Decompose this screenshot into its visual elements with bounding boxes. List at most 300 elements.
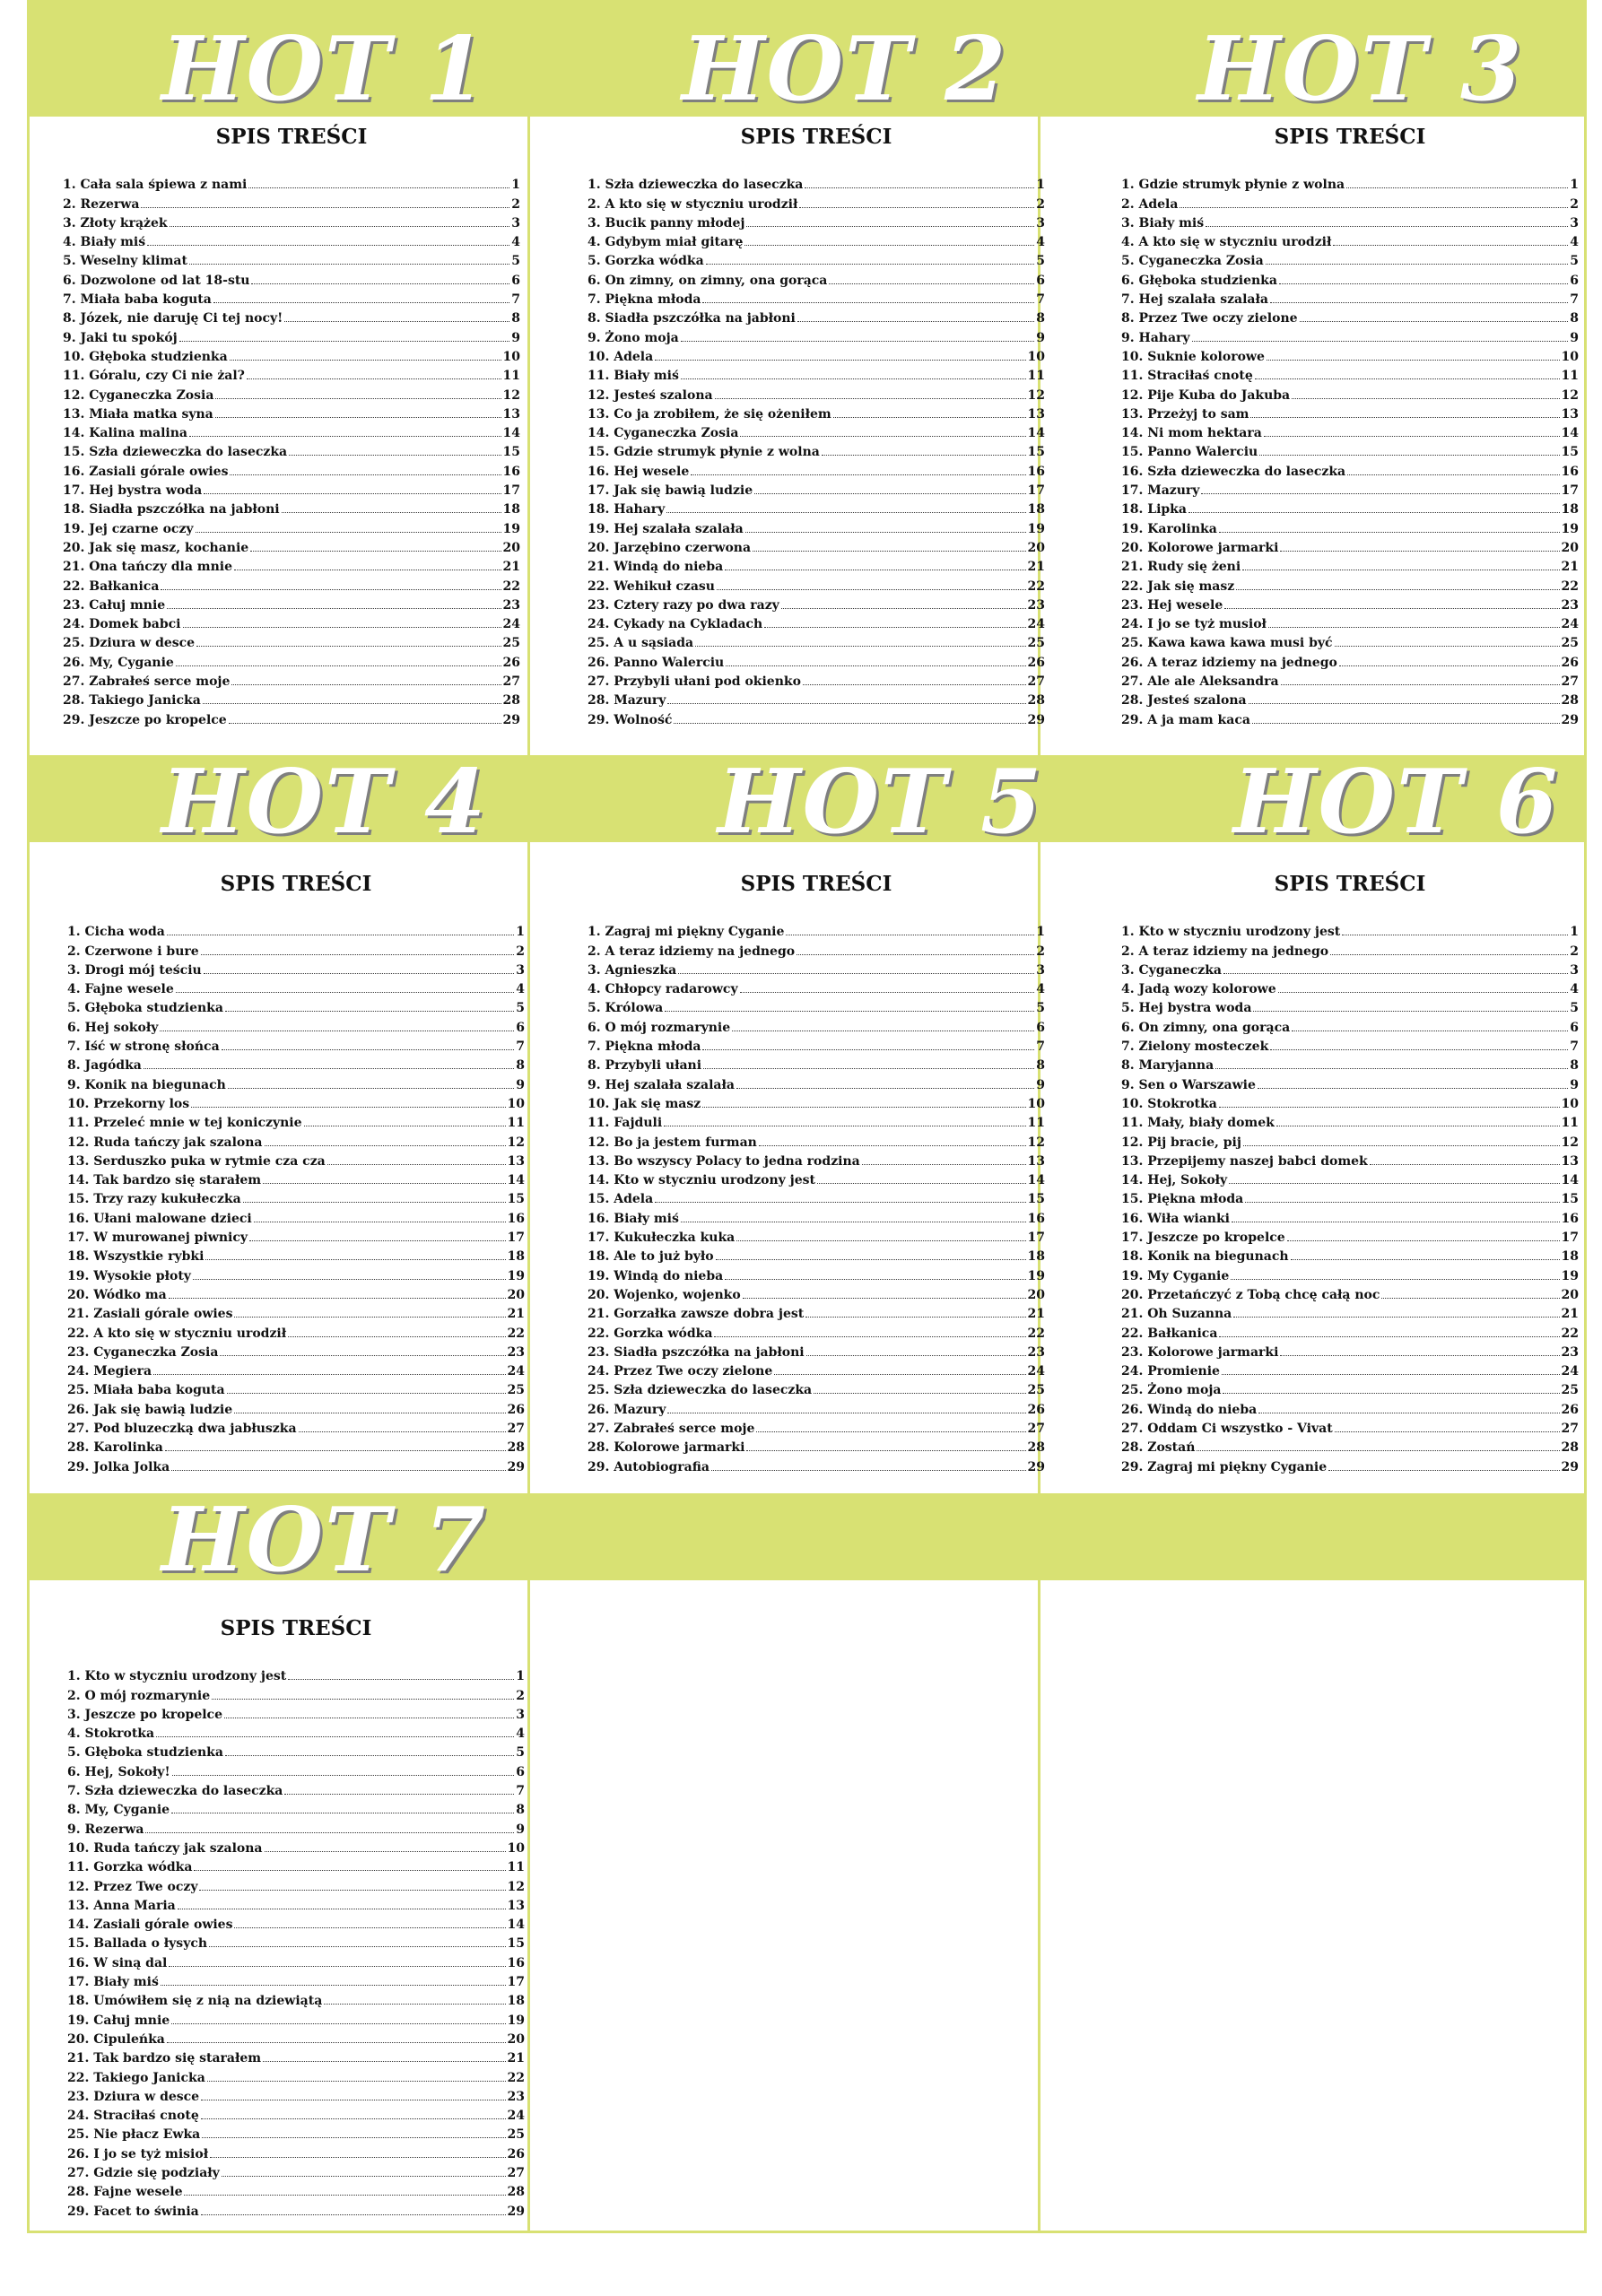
toc-entry-page: 20: [507, 1287, 525, 1302]
toc-entry: [63, 555, 520, 574]
toc-leader-dots: [196, 646, 501, 647]
toc-entry-title: 29. A ja mam kaca: [1121, 712, 1250, 727]
toc-entry: [588, 920, 1045, 939]
toc-leader-dots: [189, 264, 509, 265]
toc-entry-title: 13. Co ja zrobiłem, że się ożeniłem: [588, 406, 831, 422]
toc-leader-dots: [1259, 455, 1559, 456]
toc-entry-title: 15. Panno Walerciu: [1121, 445, 1258, 460]
toc-entry-title: 14. Zasiali górale owies: [67, 1918, 233, 1933]
toc-entry-page: 24: [502, 617, 520, 632]
toc-entry-page: 26: [1561, 1402, 1579, 1417]
toc-leader-dots: [201, 2214, 506, 2215]
toc-leader-dots: [215, 417, 501, 418]
toc-entry: [588, 1150, 1045, 1169]
toc-entry-page: 9: [1570, 330, 1579, 345]
toc-leader-dots: [243, 1202, 506, 1203]
toc-entry-title: 9. Hahary: [1121, 330, 1190, 345]
toc-entry-title: 2. Rezerwa: [63, 196, 140, 212]
toc-entry: [63, 708, 520, 726]
toc-entry-title: 24. Promienie: [1121, 1364, 1220, 1379]
toc-entry-page: 10: [1027, 1096, 1045, 1111]
toc-entry: [63, 631, 520, 650]
toc-entry-page: 25: [1561, 1383, 1579, 1398]
toc-leader-dots: [1292, 398, 1559, 399]
toc-entry: [67, 1226, 525, 1245]
toc-leader-dots: [1192, 341, 1569, 342]
toc-leader-dots: [225, 1755, 514, 1756]
toc-entry-page: 29: [1027, 1459, 1045, 1474]
toc-entry-page: 24: [1027, 1364, 1045, 1379]
toc-entry: [67, 2047, 525, 2066]
toc-entry: [588, 1054, 1045, 1073]
toc-entry-title: 28. Mazury: [588, 693, 666, 709]
toc-leader-dots: [1381, 1298, 1559, 1299]
toc-entry-title: 11. Góralu, czy Ci nie żal?: [63, 369, 245, 384]
toc-entry-title: 9. Jaki tu spokój: [63, 330, 178, 345]
toc-entry-page: 9: [1570, 1077, 1579, 1092]
toc-entry-title: 9. Konik na biegunach: [67, 1077, 226, 1092]
toc-entry-page: 17: [507, 1975, 525, 1990]
toc-entry-title: 14. Cyganeczka Zosia: [588, 426, 739, 441]
toc-entry-page: 3: [1036, 215, 1045, 230]
toc-leader-dots: [725, 1279, 1025, 1280]
toc-entry: [1121, 498, 1579, 517]
toc-leader-dots: [141, 207, 509, 208]
toc-entry: [1121, 689, 1579, 708]
toc-leader-dots: [172, 1775, 515, 1776]
toc-entry-title: 10. Ruda tańczy jak szalona: [67, 1840, 263, 1856]
toc-entry-title: 13. Bo wszyscy Polacy to jedna rodzina: [588, 1153, 860, 1169]
toc-entry-page: 4: [1570, 982, 1579, 997]
toc-entry-title: 12. Pij bracie, pij: [1121, 1135, 1241, 1150]
toc-entry-page: 28: [507, 1440, 525, 1456]
toc-entry: [63, 650, 520, 669]
toc-entry-page: 19: [1561, 521, 1579, 536]
toc-entry-page: 21: [507, 2051, 525, 2066]
toc-leader-dots: [183, 627, 501, 628]
toc-entry: [588, 1130, 1045, 1149]
toc-leader-dots: [702, 1107, 1025, 1108]
toc-entry-title: 14. Kalina malina: [63, 426, 188, 441]
toc-entry-title: 12. Jesteś szalona: [588, 387, 713, 403]
toc-leader-dots: [806, 1355, 1026, 1356]
toc-entry-title: 5. Głęboka studzienka: [67, 1001, 223, 1016]
toc-entry-page: 3: [1036, 962, 1045, 978]
toc-entry-page: 18: [1561, 502, 1579, 517]
toc-leader-dots: [1266, 264, 1569, 265]
toc-entry-page: 26: [507, 2146, 525, 2161]
toc-entry-page: 12: [1027, 387, 1045, 403]
toc-entry-title: 18. Siadła pszczółka na jabłoni: [63, 502, 280, 517]
toc-leader-dots: [145, 1832, 514, 1833]
toc-leader-dots: [202, 2137, 505, 2138]
toc-entry-title: 8. Siadła pszczółka na jabłoni: [588, 311, 796, 326]
toc-entry: [588, 364, 1045, 383]
toc-entry: [588, 536, 1045, 555]
toc-entry-page: 16: [1561, 464, 1579, 479]
toc-entry: [588, 288, 1045, 307]
toc-entry-page: 17: [1561, 1231, 1579, 1246]
toc-entry-title: 23. Cztery razy po dwa razy: [588, 597, 779, 613]
toc-entry: [1121, 996, 1579, 1015]
toc-entry-page: 22: [1561, 1326, 1579, 1341]
toc-entry: [588, 959, 1045, 978]
section-title-hot-2: HOT 2: [682, 18, 1008, 121]
toc-leader-dots: [161, 1985, 506, 1986]
toc-leader-dots: [1231, 1279, 1559, 1280]
toc-entry-page: 22: [1561, 578, 1579, 594]
toc-entry-title: 8. Jagódka: [67, 1058, 142, 1074]
toc-entry: [1121, 326, 1579, 344]
toc-entry-page: 25: [1561, 636, 1579, 651]
toc-entry-title: 29. Facet to świnia: [67, 2204, 199, 2219]
toc-entry-page: 14: [1027, 1173, 1045, 1188]
toc-entry-page: 23: [502, 597, 520, 613]
toc-entry-page: 9: [511, 330, 520, 345]
toc-entry-page: 16: [507, 1955, 525, 1970]
toc-entry-title: 20. Cipuleńka: [67, 2031, 165, 2047]
toc-list: [588, 173, 1045, 727]
toc-leader-dots: [171, 2023, 505, 2024]
toc-entry-title: 24. Cykady na Cykladach: [588, 617, 763, 632]
toc-heading: SPIS TREŚCI: [1274, 872, 1426, 896]
toc-entry-page: 23: [507, 2089, 525, 2104]
toc-entry-page: 8: [1570, 1058, 1579, 1074]
toc-leader-dots: [282, 512, 501, 513]
toc-entry-page: 11: [1561, 1116, 1579, 1131]
toc-entry: [67, 1378, 525, 1397]
toc-leader-dots: [179, 341, 510, 342]
toc-leader-dots: [746, 1450, 1025, 1451]
toc-entry: [63, 230, 520, 249]
grid-line-right: [1584, 0, 1587, 2233]
toc-entry-page: 20: [502, 540, 520, 555]
toc-leader-dots: [774, 1374, 1025, 1375]
toc-entry-title: 10. Stokrotka: [1121, 1096, 1217, 1111]
toc-entry-page: 13: [507, 1153, 525, 1169]
toc-leader-dots: [144, 1068, 514, 1069]
toc-entry-title: 27. Zabrałeś serce moje: [63, 674, 231, 690]
toc-entry-title: 18. Ale to już było: [588, 1249, 714, 1265]
toc-leader-dots: [222, 2176, 506, 2177]
toc-leader-dots: [265, 1145, 506, 1146]
toc-entry-title: 10. Suknie kolorowe: [1121, 349, 1265, 364]
toc-entry: [588, 631, 1045, 650]
toc-leader-dots: [165, 1450, 506, 1451]
toc-entry-page: 11: [507, 1116, 525, 1131]
toc-leader-dots: [220, 1355, 505, 1356]
toc-entry: [588, 173, 1045, 192]
toc-entry-page: 6: [516, 1020, 525, 1035]
toc-entry-title: 25. Nie płacz Ewka: [67, 2127, 201, 2143]
toc-entry: [1121, 920, 1579, 939]
toc-entry-page: 21: [502, 560, 520, 575]
toc-leader-dots: [1281, 684, 1560, 685]
toc-leader-dots: [265, 1851, 506, 1852]
toc-entry: [63, 440, 520, 459]
toc-section-hot-1: [63, 121, 520, 727]
toc-entry-page: 2: [1570, 944, 1579, 959]
toc-entry: [1121, 173, 1579, 192]
toc-entry: [1121, 1321, 1579, 1340]
toc-entry: [588, 1206, 1045, 1225]
toc-leader-dots: [799, 207, 1034, 208]
toc-entry-page: 6: [516, 1764, 525, 1779]
toc-entry: [1121, 939, 1579, 958]
toc-entry-page: 14: [1561, 1173, 1579, 1188]
toc-leader-dots: [1223, 973, 1568, 974]
toc-entry: [67, 2066, 525, 2084]
toc-entry-page: 19: [502, 521, 520, 536]
toc-entry-page: 7: [1570, 1039, 1579, 1055]
toc-leader-dots: [829, 283, 1034, 284]
toc-entry-page: 19: [1561, 1268, 1579, 1283]
toc-leader-dots: [1279, 283, 1568, 284]
toc-entry-page: 20: [1027, 540, 1045, 555]
toc-list: [588, 920, 1045, 1474]
toc-entry-page: 12: [1561, 1135, 1579, 1150]
toc-entry-title: 5. Hej bystra woda: [1121, 1001, 1252, 1016]
toc-entry: [588, 422, 1045, 440]
toc-entry-page: 14: [502, 426, 520, 441]
toc-entry-title: 11. Przeleć mnie w tej koniczynie: [67, 1116, 302, 1131]
toc-entry: [63, 536, 520, 555]
toc-entry: [1121, 440, 1579, 459]
toc-entry: [1121, 517, 1579, 535]
toc-leader-dots: [736, 1240, 1025, 1241]
toc-entry-page: 26: [1027, 655, 1045, 670]
toc-entry-page: 27: [502, 674, 520, 690]
toc-leader-dots: [207, 2081, 506, 2082]
toc-entry: [67, 2028, 525, 2047]
toc-entry: [1121, 403, 1579, 422]
toc-entry-title: 21. Oh Suzanna: [1121, 1307, 1232, 1322]
toc-entry: [67, 1856, 525, 1874]
toc-entry-title: 6. Hej sokoły: [67, 1020, 159, 1035]
toc-entry: [1121, 1015, 1579, 1034]
toc-entry-title: 14. Kto w styczniu urodzony jest: [588, 1173, 815, 1188]
toc-entry: [588, 440, 1045, 459]
toc-entry-page: 25: [507, 2127, 525, 2143]
toc-entry-page: 15: [1561, 445, 1579, 460]
toc-entry-page: 21: [1027, 1307, 1045, 1322]
toc-entry: [67, 996, 525, 1015]
toc-entry-title: 10. Głęboka studzienka: [63, 349, 228, 364]
toc-entry-title: 17. Jeszcze po kropelce: [1121, 1231, 1285, 1246]
toc-entry-page: 2: [1036, 196, 1045, 212]
toc-entry-page: 10: [1561, 349, 1579, 364]
toc-entry: [1121, 574, 1579, 593]
toc-leader-dots: [681, 378, 1026, 379]
toc-entry-page: 25: [1027, 636, 1045, 651]
toc-entry-title: 12. Bo ja jestem furman: [588, 1135, 757, 1150]
toc-entry-title: 27. Ale ale Aleksandra: [1121, 674, 1279, 690]
toc-entry-title: 12. Przez Twe oczy: [67, 1879, 198, 1894]
toc-entry-title: 20. Jak się masz, kochanie: [63, 540, 249, 555]
toc-entry: [1121, 1092, 1579, 1111]
toc-entry-page: 20: [1561, 540, 1579, 555]
toc-leader-dots: [169, 1966, 505, 1967]
toc-leader-dots: [228, 1088, 514, 1089]
toc-entry: [63, 517, 520, 535]
toc-leader-dots: [814, 1393, 1025, 1394]
toc-entry-title: 15. Trzy razy kukułeczka: [67, 1192, 241, 1207]
toc-entry-title: 21. Zasiali górale owies: [67, 1307, 233, 1322]
toc-leader-dots: [1188, 512, 1560, 513]
toc-entry: [588, 708, 1045, 726]
toc-entry-title: 15. Piękna młoda: [1121, 1192, 1244, 1207]
toc-entry-title: 11. Biały miś: [588, 369, 679, 384]
toc-entry-page: 17: [507, 1231, 525, 1246]
toc-entry: [67, 1321, 525, 1340]
toc-leader-dots: [1219, 1336, 1559, 1337]
toc-leader-dots: [1280, 1355, 1559, 1356]
toc-entry-title: 21. Tak bardzo się starałem: [67, 2051, 262, 2066]
toc-entry-title: 1. Szła dzieweczka do laseczka: [588, 178, 804, 193]
toc-entry-title: 17. Jak się bawią ludzie: [588, 483, 753, 499]
toc-entry: [588, 1341, 1045, 1360]
toc-leader-dots: [153, 1374, 505, 1375]
toc-entry: [1121, 268, 1579, 287]
toc-list: [67, 920, 525, 1474]
toc-entry: [1121, 307, 1579, 326]
toc-entry-title: 22. Bałkanica: [63, 578, 160, 594]
toc-entry: [1121, 1397, 1579, 1416]
toc-entry: [67, 1187, 525, 1206]
toc-entry-page: 11: [507, 1860, 525, 1875]
toc-entry-page: 18: [502, 502, 520, 517]
toc-entry-title: 7. Szła dzieweczka do laseczka: [67, 1784, 283, 1799]
toc-leader-dots: [797, 954, 1034, 955]
toc-leader-dots: [324, 2004, 505, 2005]
toc-entry-title: 6. On zimny, ona gorąca: [1121, 1020, 1291, 1035]
toc-leader-dots: [176, 665, 501, 666]
toc-leader-dots: [678, 973, 1034, 974]
toc-entry-page: 24: [1561, 617, 1579, 632]
toc-entry: [588, 1397, 1045, 1416]
toc-leader-dots: [753, 551, 1025, 552]
toc-entry: [1121, 1378, 1579, 1397]
toc-entry-page: 26: [1561, 655, 1579, 670]
toc-entry: [67, 1951, 525, 1970]
toc-entry-page: 17: [1027, 483, 1045, 499]
toc-entry-title: 4. Gdybym miał gitarę: [588, 235, 744, 250]
section-title-hot-5: HOT 5: [718, 751, 1044, 854]
toc-entry-page: 13: [1561, 1153, 1579, 1169]
toc-leader-dots: [170, 226, 510, 227]
toc-entry: [588, 1417, 1045, 1436]
toc-entry: [63, 422, 520, 440]
toc-entry-page: 15: [507, 1192, 525, 1207]
toc-entry-page: 2: [1570, 196, 1579, 212]
toc-entry-page: 6: [1570, 273, 1579, 288]
toc-entry: [1121, 1150, 1579, 1169]
toc-leader-dots: [288, 1679, 514, 1680]
toc-entry: [67, 920, 525, 939]
toc-entry-page: 29: [1561, 712, 1579, 727]
toc-entry-page: 7: [516, 1784, 525, 1799]
toc-entry-page: 4: [516, 982, 525, 997]
toc-entry: [63, 403, 520, 422]
toc-entry-title: 7. Hej szalała szalała: [1121, 292, 1268, 308]
toc-entry: [1121, 536, 1579, 555]
toc-entry-title: 22. Wehikuł czasu: [588, 578, 715, 594]
toc-entry: [588, 326, 1045, 344]
toc-leader-dots: [289, 455, 501, 456]
toc-entry: [63, 249, 520, 268]
toc-entry-title: 5. Gorzka wódka: [588, 254, 704, 269]
toc-entry-page: 29: [1027, 712, 1045, 727]
toc-entry-page: 1: [1570, 925, 1579, 940]
toc-entry: [63, 498, 520, 517]
toc-entry: [1121, 1130, 1579, 1149]
toc-entry-title: 25. A u sąsiada: [588, 636, 694, 651]
toc-entry-page: 29: [507, 1459, 525, 1474]
toc-leader-dots: [805, 187, 1034, 188]
toc-entry-page: 6: [511, 273, 520, 288]
toc-leader-dots: [288, 1336, 505, 1337]
toc-entry: [588, 1360, 1045, 1378]
toc-entry-title: 23. Cyganeczka Zosia: [67, 1344, 219, 1360]
toc-entry: [63, 574, 520, 593]
toc-leader-dots: [1206, 226, 1568, 227]
toc-entry-page: 11: [1561, 369, 1579, 384]
toc-entry: [1121, 192, 1579, 211]
toc-entry-title: 16. W siną dal: [67, 1955, 168, 1970]
toc-entry: [1121, 1360, 1579, 1378]
toc-entry: [67, 1970, 525, 1989]
toc-leader-dots: [1258, 1088, 1568, 1089]
toc-entry-title: 10. Przekorny los: [67, 1096, 190, 1111]
toc-entry: [1121, 978, 1579, 996]
toc-leader-dots: [1347, 474, 1559, 475]
toc-entry-page: 10: [507, 1840, 525, 1856]
toc-entry-title: 28. Takiego Janicka: [63, 693, 201, 709]
toc-entry-page: 9: [516, 1077, 525, 1092]
toc-leader-dots: [1287, 1240, 1560, 1241]
toc-entry-title: 28. Fajne wesele: [67, 2185, 183, 2200]
toc-entry-page: 19: [1027, 521, 1045, 536]
toc-entry-title: 17. Biały miś: [67, 1975, 159, 1990]
toc-entry: [1121, 613, 1579, 631]
toc-leader-dots: [193, 1279, 506, 1280]
toc-entry-title: 16. Szła dzieweczka do laseczka: [1121, 464, 1346, 479]
toc-entry-title: 14. Tak bardzo się starałem: [67, 1173, 262, 1188]
toc-entry-page: 20: [507, 2031, 525, 2047]
toc-entry-title: 15. Gdzie strumyk płynie z wolna: [588, 445, 820, 460]
toc-entry: [1121, 708, 1579, 726]
toc-heading: SPIS TREŚCI: [740, 125, 892, 149]
toc-entry-title: 8. My, Cyganie: [67, 1803, 170, 1818]
toc-entry: [67, 1035, 525, 1054]
toc-entry-page: 12: [1561, 387, 1579, 403]
toc-entry-title: 21. Ona tańczy dla mnie: [63, 560, 233, 575]
toc-entry-page: 5: [516, 1001, 525, 1016]
toc-entry: [1121, 479, 1579, 498]
toc-list: [1121, 173, 1579, 727]
toc-leader-dots: [764, 627, 1025, 628]
toc-entry-page: 17: [502, 483, 520, 499]
toc-entry: [1121, 288, 1579, 307]
toc-leader-dots: [222, 1049, 515, 1050]
toc-entry: [63, 670, 520, 689]
toc-leader-dots: [665, 1011, 1034, 1012]
toc-entry-title: 24. I jo se tyż musioł: [1121, 617, 1267, 632]
toc-entry-title: 24. Domek babci: [63, 617, 181, 632]
toc-entry-title: 2. A kto się w styczniu urodził: [588, 196, 798, 212]
toc-entry-title: 12. Ruda tańczy jak szalona: [67, 1135, 263, 1150]
toc-leader-dots: [167, 2042, 506, 2043]
